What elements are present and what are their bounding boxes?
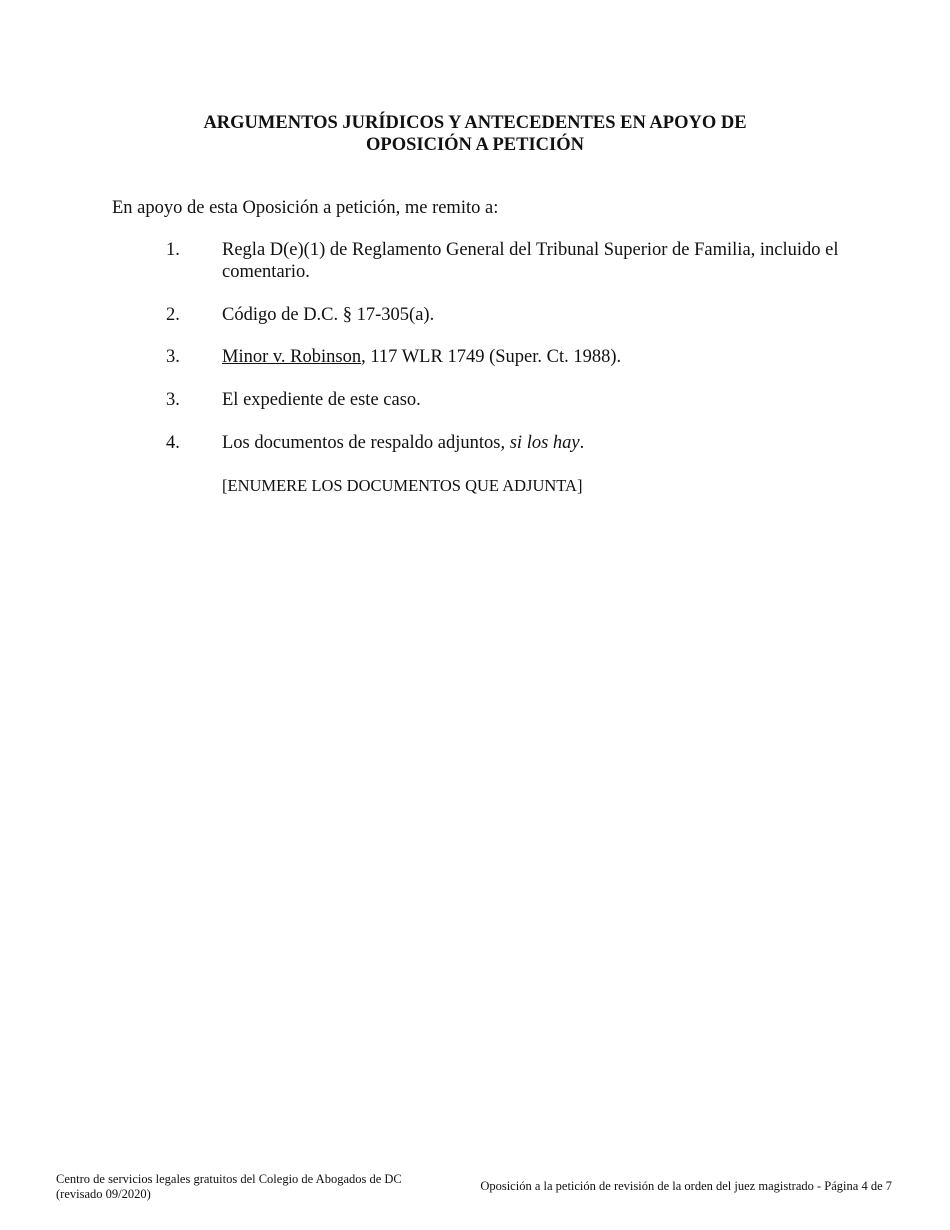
list-item-text xyxy=(222,432,862,454)
text-italic: si los hay xyxy=(509,433,580,453)
text-after: . xyxy=(579,433,585,453)
footer-revision: (revisado 09/2020) xyxy=(56,1186,151,1201)
list-item-text: Código de D.C. § 17-305(a). xyxy=(222,305,435,325)
list-item-number: 3. xyxy=(166,347,180,367)
list-item-number: 3. xyxy=(166,390,180,410)
intro-paragraph: En apoyo de esta Oposición a petición, me remito a: xyxy=(112,198,499,218)
case-name: Minor v. Robinson xyxy=(222,347,362,367)
heading-line-1: ARGUMENTOS JURÍDICOS Y ANTECEDENTES EN APOYO DE xyxy=(203,113,747,133)
list-item-number: 4. xyxy=(166,433,180,453)
text-before: Los documentos de respaldo adjuntos, xyxy=(222,433,510,453)
citation-text: , 117 WLR 1749 (Super. Ct. 1988). xyxy=(361,347,622,367)
enumerate-documents-note: [ENUMERE LOS DOCUMENTOS QUE ADJUNTA] xyxy=(222,476,583,495)
list-item-case-citation xyxy=(222,346,862,368)
footer-page-info: Oposición a la petición de revisión de la orden del juez magistrado - Página 4 de 7 xyxy=(480,1179,892,1193)
list-item-text: Regla D(e)(1) de Reglamento General del Tribunal Superior de Familia, incluido el comentario. xyxy=(222,240,839,282)
footer-left xyxy=(56,1172,402,1201)
footer-organization: Centro de servicios legales gratuitos del Colegio de Abogados de DC xyxy=(56,1172,402,1186)
heading-line-2: OPOSICIÓN A PETICIÓN xyxy=(366,135,584,155)
document-heading xyxy=(0,112,950,156)
list-item-number: 1. xyxy=(166,240,180,260)
list-item-number: 2. xyxy=(166,305,180,325)
list-item-text: El expediente de este caso. xyxy=(222,390,421,410)
